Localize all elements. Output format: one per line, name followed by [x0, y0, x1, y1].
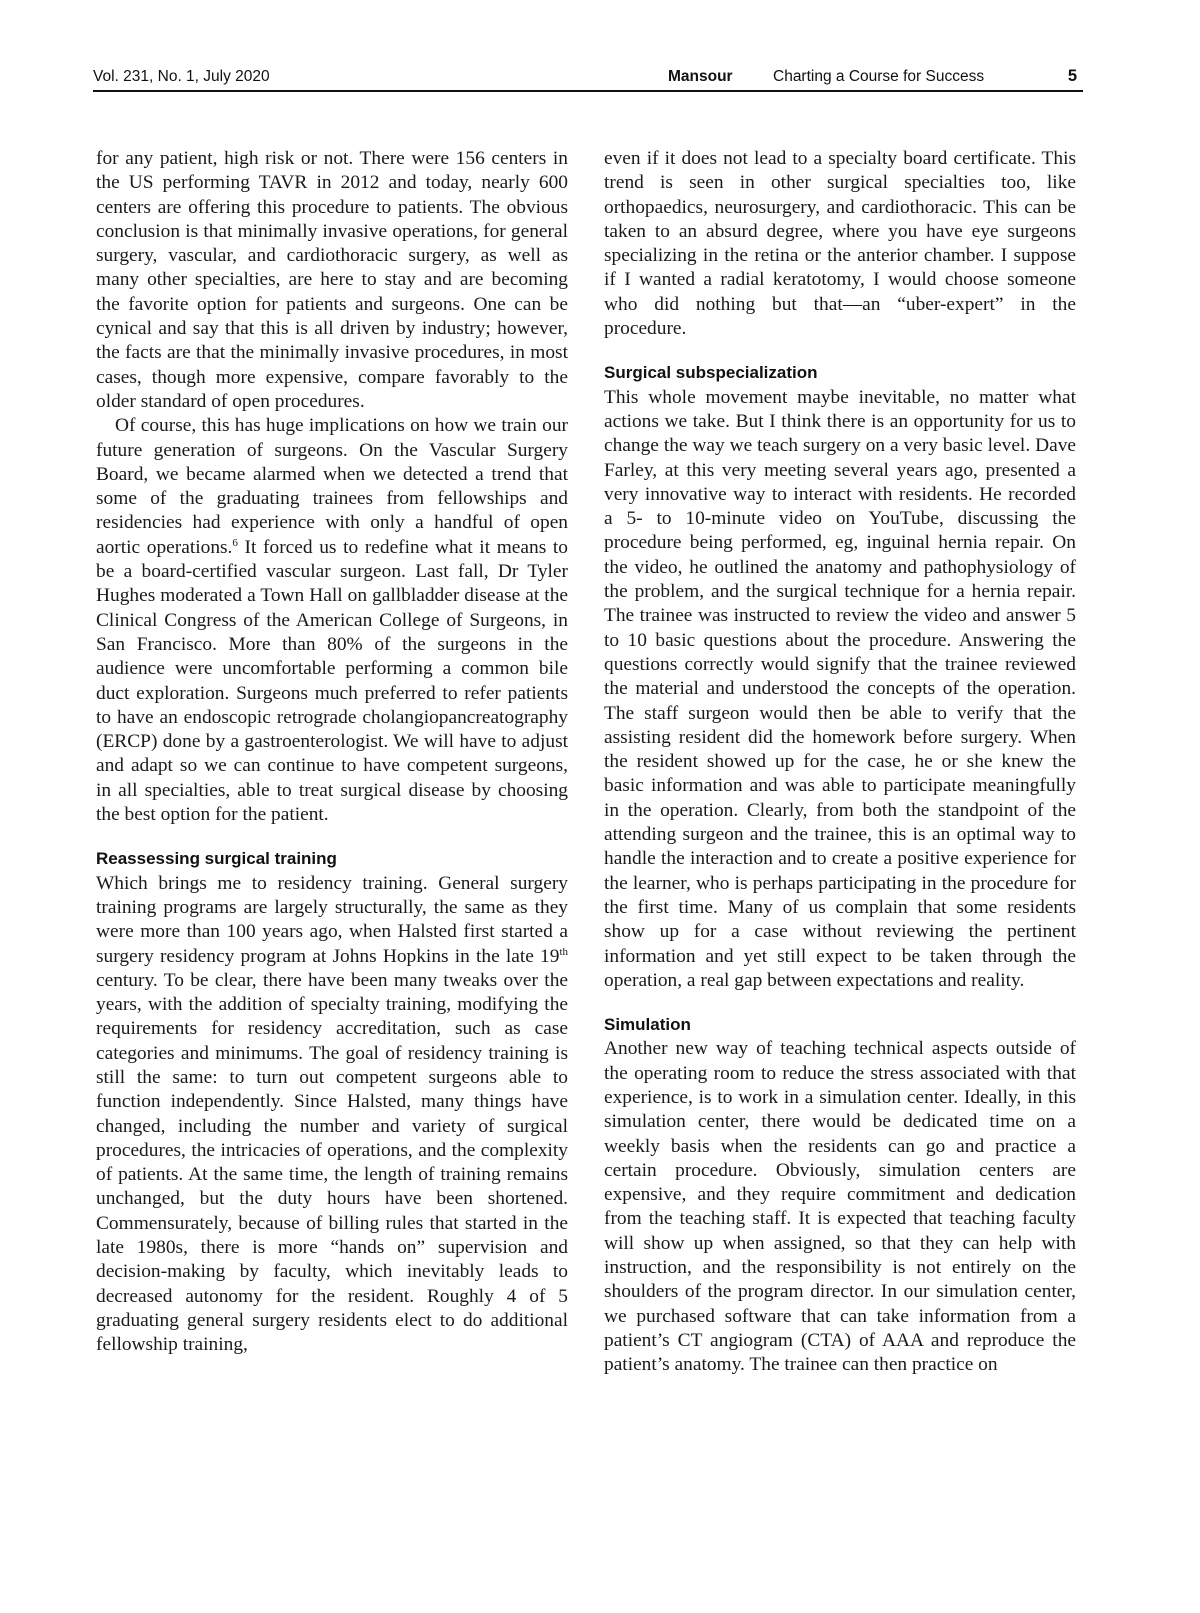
paragraph — [96, 414, 568, 827]
header-running-title: Charting a Course for Success — [773, 68, 985, 85]
section-heading-reassessing-surgical-training: Reassessing surgical training — [96, 849, 337, 869]
paragraph-text: century. To be clear, there have been many tweaks over the years, with the addition of specialty training, modifying the requirements for residency accreditation, such as case categories and minimums. The goal of residency training is still the same: to turn out competent surgeons able to function independently. Since Halsted, many things have changed, including the number and variety of surgical procedures, the intricacies of operations, and the complexity of patients. At the same time, the length of training remains unchanged, but the duty hours have been shortened. Commensurately, because of billing rules that started in the late 1980s, there is more “hands on” supervision and decision-making by faculty, which inevitably leads to decreased autonomy for the resident. Roughly 4 of 5 graduating general surgery residents elect to do additional fellowship training, — [96, 969, 568, 1356]
paragraph — [96, 872, 568, 1358]
journal-volume-issue: Vol. 231, No. 1, July 2020 — [93, 68, 270, 85]
ordinal-superscript: th — [559, 945, 568, 958]
header-author: Mansour — [668, 68, 733, 85]
paragraph: even if it does not lead to a specialty board certificate. This trend is seen in other surgical specialties too, like orthopaedics, neurosurgery, and cardiothoracic. This can be taken to an absurd degree, where you have eye surgeons specializing in the retina or the anterior chamber. I suppose if I wanted a radial keratotomy, I would choose someone who did nothing but that—an “uber-expert” in the procedure. — [604, 148, 1076, 340]
paragraph-text: Which brings me to residency training. General surgery training programs are largely structurally, the same as they were more than 100 years ago, when Halsted first started a surgery residency program at Johns Hopkins in the late 19 — [96, 872, 568, 967]
reference-citation: 6 — [232, 536, 238, 549]
page-number: 5 — [1067, 67, 1077, 85]
paragraph: This whole movement maybe inevitable, no matter what actions we take. But I think there is an opportunity for us to change the way we teach surgery on a very basic level. Dave Farley, at this very meeting several years ago, presented a very innovative way to interact with residents. He recorded a 5- to 10-minute video on YouTube, discussing the procedure being performed, eg, inguinal hernia repair. On the video, he outlined the anatomy and pathophysiology of the problem, and the surgical technique for a hernia repair. The trainee was instructed to review the video and answer 5 to 10 basic questions about the procedure. Answering the questions correctly would signify that the trainee reviewed the material and understood the concepts of the operation. The staff surgeon would then be able to verify that the assisting resident did the homework before surgery. When the resident showed up for the case, he or she knew the basic information and was able to participate meaningfully in the operation. Clearly, from both the standpoint of the attending surgeon and the trainee, this is an optimal way to handle the interaction and to create a positive experience for the learner, who is perhaps participating in the procedure for the first time. Many of us complain that some residents show up for a case without reviewing the pertinent information and yet still expect to be taken through the operation, a real gap between expectations and reality. — [604, 386, 1076, 991]
running-header — [93, 66, 1083, 92]
left-column — [96, 147, 568, 1358]
right-column — [604, 147, 1076, 1378]
paragraph-text: It forced us to redefine what it means to be a board-certified vascular surgeon. Last fall, Dr Tyler Hughes moderated a Town Hall on gallbladder disease at the Clinical Congress of the American College of Surgeons, in San Francisco. More than 80% of the surgeons in the audience were uncomfortable performing a common bile duct exploration. Surgeons much preferred to refer patients to have an endoscopic retrograde cholangiopancreatography (ERCP) done by a gastroenterologist. We will have to adjust and adapt so we can continue to have competent surgeons, in all specialties, able to treat surgical disease by choosing the best option for the patient. — [96, 536, 568, 826]
paragraph: for any patient, high risk or not. There were 156 centers in the US performing TAVR in 2012 and today, nearly 600 centers are offering this procedure to patients. The obvious conclusion is that minimally invasive operations, for general surgery, vascular, and cardiothoracic surgery, as well as many other specialties, are here to stay and are becoming the favorite option for patients and surgeons. One can be cynical and say that this is all driven by industry; however, the facts are that the minimally invasive procedures, in most cases, though more expensive, compare favorably to the older standard of open procedures. — [96, 148, 568, 412]
paragraph-text: Of course, this has huge implications on how we train our future generation of surgeons. On the Vascular Surgery Board, we became alarmed when we detected a trend that some of the graduating trainees from fellowships and residencies had experience with only a handful of open aortic operations. — [96, 415, 568, 558]
section-heading-surgical-subspecialization: Surgical subspecialization — [604, 363, 818, 383]
paragraph: Another new way of teaching technical aspects outside of the operating room to reduce the stress associated with that experience, is to work in a simulation center. Ideally, in this simulation center, there would be dedicated time on a weekly basis when the residents can go and practice a certain procedure. Obviously, simulation centers are expensive, and they require commitment and dedication from the teaching staff. It is expected that teaching faculty will show up when assigned, so that they can help with instruction, and the responsibility is not entirely on the shoulders of the program director. In our simulation center, we purchased software that can take information from a patient’s CT angiogram (CTA) of AAA and reproduce the patient’s anatomy. The trainee can then practice on — [604, 1038, 1076, 1376]
section-heading-simulation: Simulation — [604, 1015, 691, 1035]
